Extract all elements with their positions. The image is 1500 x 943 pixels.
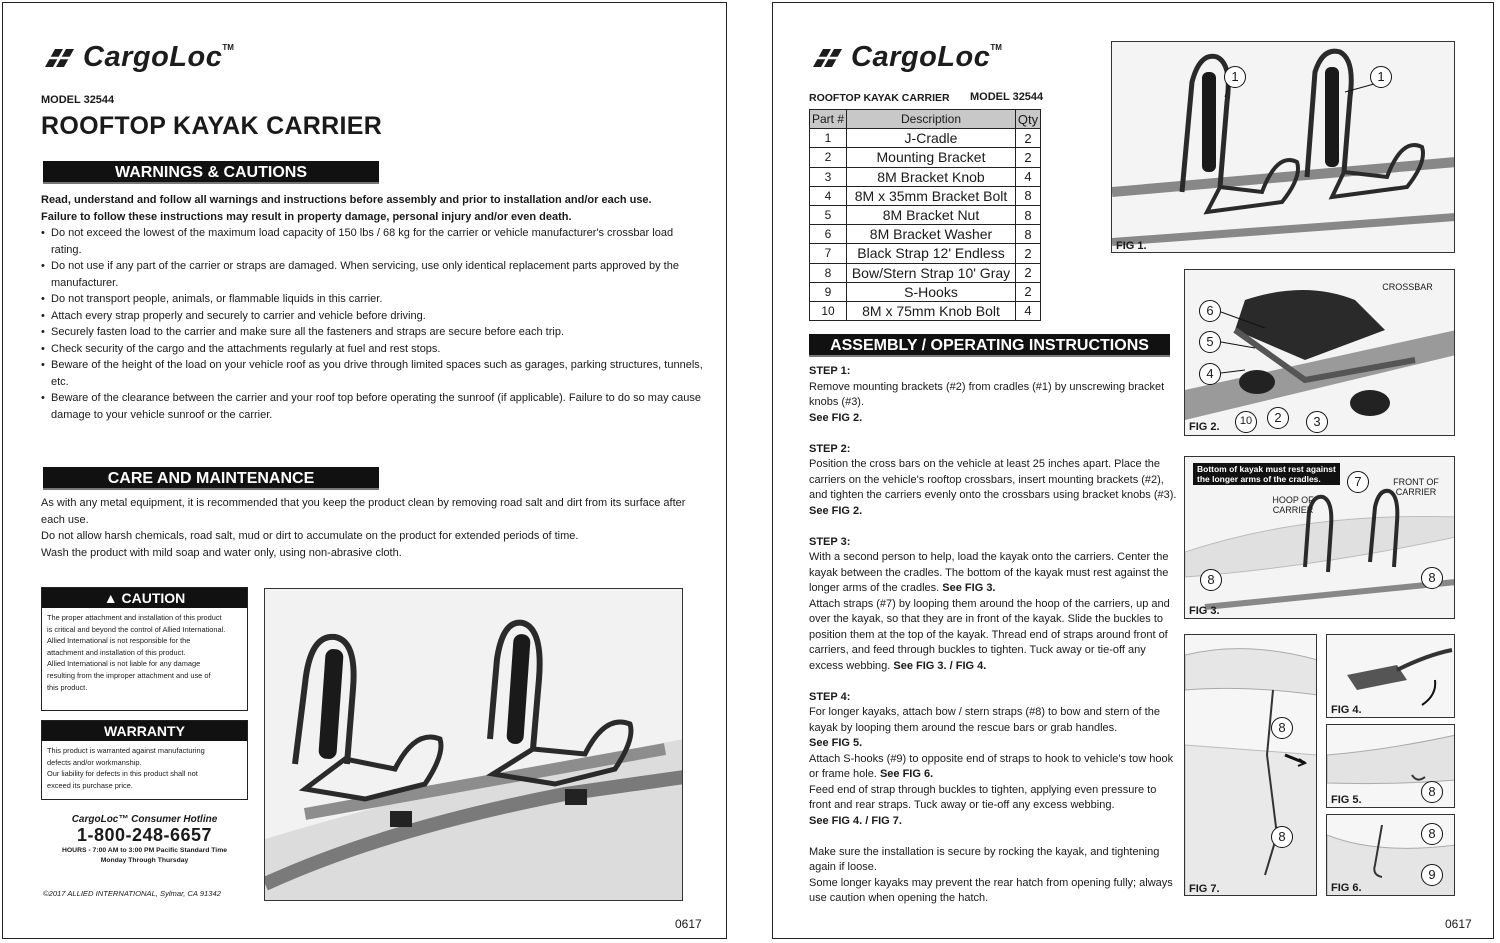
part-number-cell: 1: [810, 129, 847, 148]
fig6-label: FIG 6.: [1331, 882, 1362, 894]
fig2-callout-3: 3: [1306, 411, 1328, 433]
hoop-of-carrier-label: HOOP OF CARRIER: [1272, 495, 1314, 515]
caution-body: [42, 608, 247, 697]
step-3-ref: See FIG 3.: [942, 582, 996, 594]
description-cell: S-Hooks: [847, 282, 1016, 301]
part-number-cell: 8: [810, 263, 847, 282]
figure-5: [1326, 724, 1455, 808]
description-cell: 8M Bracket Knob: [847, 167, 1016, 186]
header-model: MODEL 32544: [970, 91, 1044, 103]
warnings-intro-1: Read, understand and follow all warnings and instructions before assembly and prior to installation and/or each use.: [41, 194, 652, 206]
page-code: 0617: [675, 917, 702, 931]
step-2-title: STEP 2:: [809, 442, 851, 455]
fig2-callout-2: 2: [1267, 407, 1289, 429]
warnings-intro-2: Failure to follow these instructions may result in property damage, personal injury and/or even death.: [41, 210, 572, 223]
step-2-ref: See FIG 2.: [809, 504, 863, 517]
care-line: Do not allow harsh chemicals, road salt, mud or dirt to accumulate on the product for extended periods of time.: [41, 530, 579, 542]
fig2-callout-5: 5: [1199, 331, 1221, 353]
step-4-ref: See FIG 5.: [809, 737, 863, 749]
hotline-number: 1-800-248-6657: [76, 825, 213, 845]
description-cell: Black Strap 12' Endless: [847, 244, 1016, 263]
part-number-cell: 6: [810, 225, 847, 244]
part-number-cell: 5: [810, 205, 847, 224]
fig3-callout-8: 8: [1200, 569, 1222, 591]
copyright: ©2017 ALLIED INTERNATIONAL, Sylmar, CA 91342: [43, 889, 221, 898]
hotline-hours: HOURS - 7:00 AM to 3:00 PM Pacific Standard Time: [61, 847, 228, 854]
page-code: 0617: [1445, 917, 1472, 931]
caution-title: CAUTION: [121, 590, 186, 606]
cargoloc-logo-icon: [809, 45, 849, 71]
part-number-cell: 4: [810, 186, 847, 205]
product-photo: [264, 588, 683, 901]
care-line: As with any metal equipment, it is recommended that you keep the product clean by removing road salt and dirt from its surface after each use.: [41, 497, 686, 526]
parts-table-row: [810, 263, 1041, 282]
parts-table-body: [810, 129, 1041, 321]
trademark: TM: [990, 43, 1002, 52]
warranty-box: [41, 720, 248, 800]
col-part-number: Part #: [810, 110, 847, 129]
warranty-body: [42, 741, 247, 795]
fig7-illustration: [1185, 635, 1317, 896]
cargoloc-logo: [41, 41, 234, 74]
caution-line: Allied International is not responsible for the: [47, 636, 191, 646]
fig7-callout-8: 8: [1271, 717, 1293, 739]
warranty-line: exceed its purchase price.: [47, 780, 133, 790]
fig2-callout-6: 6: [1199, 300, 1221, 322]
fig3-callout-7: 7: [1347, 471, 1369, 493]
warning-item: • Do not transport people, animals, or flammable liquids in this carrier.: [41, 291, 706, 308]
care-heading: CARE AND MAINTENANCE: [43, 467, 379, 490]
parts-table-row: [810, 244, 1041, 263]
fig3-banner-line-1: Bottom of kayak must rest against: [1197, 464, 1336, 474]
step-1-body: Remove mounting brackets (#2) from cradles (#1) by unscrewing bracket knobs (#3).: [809, 380, 1165, 408]
step-1-title: STEP 1:: [809, 365, 851, 377]
header-title: ROOFTOP KAYAK CARRIER: [809, 92, 950, 104]
qty-cell: 8: [1016, 186, 1041, 205]
caution-line: Allied International is not liable for any damage: [47, 659, 201, 669]
model-number: MODEL 32544: [41, 94, 115, 106]
parts-table: [809, 109, 1041, 321]
figure-1: [1111, 41, 1455, 253]
page-title: ROOFTOP KAYAK CARRIER: [41, 112, 383, 140]
hotline-label: CargoLoc™ Consumer Hotline: [71, 814, 218, 825]
parts-table-row: [810, 225, 1041, 244]
parts-table-row: [810, 167, 1041, 186]
part-number-cell: 3: [810, 167, 847, 186]
part-number-cell: 2: [810, 148, 847, 167]
step-3-title: STEP 3:: [809, 535, 851, 548]
fig6-callout-8: 8: [1421, 823, 1443, 845]
consumer-hotline: [41, 814, 248, 866]
step-4-title: STEP 4:: [809, 690, 851, 703]
crossbar-label: CROSSBAR: [1382, 282, 1433, 292]
fig7-label: FIG 7.: [1189, 883, 1220, 895]
warranty-line: This product is warranted against manufacturing: [47, 746, 205, 755]
qty-cell: 2: [1016, 263, 1041, 282]
step-4-body-2: Attach S-hooks (#9) to opposite end of straps to hook to vehicle's tow hook or frame hole. See FIG 6.: [809, 752, 1174, 780]
figure-2: [1184, 269, 1455, 436]
description-cell: J-Cradle: [847, 129, 1016, 148]
col-qty: Qty: [1016, 110, 1041, 129]
parts-table-row: [810, 282, 1041, 301]
kayak-carrier-illustration: [265, 589, 683, 901]
qty-cell: 2: [1016, 148, 1041, 167]
part-number-cell: 7: [810, 244, 847, 263]
warranty-line: Our liability for defects in this product shall not: [47, 769, 198, 779]
col-description: Description: [847, 110, 1016, 129]
front-of-carrier-label: FRONT OF CARRIER: [1393, 477, 1439, 497]
fig4-label: FIG 4.: [1331, 704, 1362, 716]
qty-cell: 8: [1016, 205, 1041, 224]
assembly-steps: [809, 364, 1179, 907]
brand-name: CargoLoc: [851, 41, 991, 73]
warning-item: • Beware of the clearance between the carrier and your roof top before operating the sunroof (if applicable). Failure to do so may cause damage to your vehicle sunroof or the carrier.: [41, 390, 706, 423]
care-line: Wash the product with mild soap and water only, using non-abrasive cloth.: [41, 546, 402, 559]
hotline-days: Monday Through Thursday: [100, 857, 189, 864]
step-1-ref: See FIG 2.: [809, 411, 863, 424]
left-page: [2, 2, 727, 939]
warning-item: • Do not use if any part of the carrier or straps are damaged. When servicing, use only identical replacement parts approved by the manufacturer.: [41, 258, 706, 291]
qty-cell: 4: [1016, 167, 1041, 186]
fig1-illustration: [1112, 42, 1455, 253]
step-4-ref-2: See FIG 6.: [879, 768, 934, 780]
step-4-body: For longer kayaks, attach bow / stern straps (#8) to bow and stern of the kayak by looping them around the rescue bars or grab handles.: [809, 706, 1160, 734]
parts-table-row: [810, 148, 1041, 167]
caution-line: attachment and installation of this product.: [47, 647, 186, 657]
brand-name: CargoLoc: [83, 41, 223, 73]
caution-header: [42, 588, 247, 608]
fig2-callout-4: 4: [1199, 363, 1221, 385]
qty-cell: 2: [1016, 244, 1041, 263]
fig3-callout-8: 8: [1421, 567, 1443, 589]
warning-item: • Attach every strap properly and securely to carrier and vehicle before driving.: [41, 308, 706, 325]
fig2-label: FIG 2.: [1189, 421, 1220, 433]
fig2-callout-10: 10: [1235, 411, 1257, 433]
warranty-line: defects and/or workmanship.: [47, 757, 142, 767]
warranty-title: WARRANTY: [42, 721, 247, 741]
fig3-banner: [1193, 463, 1340, 485]
warnings-heading: WARNINGS & CAUTIONS: [43, 161, 379, 184]
fig3-label: FIG 3.: [1189, 605, 1220, 617]
qty-cell: 4: [1016, 301, 1041, 320]
cargoloc-logo: [809, 41, 1002, 74]
description-cell: 8M x 35mm Bracket Bolt: [847, 186, 1016, 205]
parts-table-header: [810, 110, 1041, 129]
closing-line-2: Some longer kayaks may prevent the rear hatch from opening fully; always use caution when opening the hatch.: [809, 876, 1173, 904]
caution-line: this product.: [47, 682, 88, 692]
qty-cell: 2: [1016, 282, 1041, 301]
description-cell: 8M Bracket Nut: [847, 205, 1016, 224]
step-2-body: Position the cross bars on the vehicle at least 25 inches apart. Place the carriers on the vehicle's rooftop crossbars, insert mounting brackets (#2), and tighten the carriers evenly onto the crossbars using bracket knobs (#3). See FIG 2.: [809, 458, 1177, 517]
figure-4: [1326, 634, 1455, 718]
parts-table-row: [810, 205, 1041, 224]
fig1-callout-1: 1: [1370, 66, 1392, 88]
trademark: TM: [222, 43, 234, 52]
warning-triangle-icon: ▲: [103, 590, 118, 606]
parts-table-row: [810, 186, 1041, 205]
fig5-callout-8: 8: [1421, 781, 1443, 803]
figure-6: [1326, 814, 1455, 896]
step-4-body-3: Feed end of strap through buckles to tighten, applying even pressure to front and rear straps. Tuck away or tie-off any excess webbing.: [809, 783, 1157, 811]
description-cell: Mounting Bracket: [847, 148, 1016, 167]
qty-cell: 8: [1016, 225, 1041, 244]
fig1-label: FIG 1.: [1116, 240, 1147, 252]
step-4-ref-3: See FIG 4. / FIG 7.: [809, 814, 902, 827]
fig6-callout-9: 9: [1421, 864, 1443, 886]
figure-3: [1184, 456, 1455, 619]
assembly-heading: ASSEMBLY / OPERATING INSTRUCTIONS: [809, 334, 1170, 357]
description-cell: Bow/Stern Strap 10' Gray: [847, 263, 1016, 282]
qty-cell: 2: [1016, 129, 1041, 148]
step-3-body-2: Attach straps (#7) by looping them around the hoop of the carriers, up and over the kayak, so that they are in front of the kayak. Slide the buckles to position them at the top of the kayak. Thread end of straps around front of carriers, and feed through buckles to tighten. Tuck away or tie-off any excess webbing. See FIG 3. / FIG 4.: [809, 597, 1170, 672]
closing-line-1: Make sure the installation is secure by rocking the kayak, and tightening again if loose.: [809, 845, 1160, 873]
parts-table-row: [810, 301, 1041, 320]
figure-7: [1184, 634, 1317, 896]
parts-table-row: [810, 129, 1041, 148]
caution-box: [41, 587, 248, 711]
caution-line: The proper attachment and installation of this product: [47, 613, 222, 622]
right-page: [772, 2, 1494, 939]
warning-item: • Beware of the height of the load on your vehicle roof as you drive through limited spaces such as garages, parking structures, tunnels, etc.: [41, 357, 706, 390]
step-3-ref-2: See FIG 3. / FIG 4.: [893, 659, 987, 672]
warnings-section: [41, 192, 706, 423]
fig7-callout-8: 8: [1271, 826, 1293, 848]
care-section: [41, 495, 701, 561]
warning-item: • Check security of the cargo and the attachments regularly at fuel and rest stops.: [41, 341, 706, 358]
part-number-cell: 10: [810, 301, 847, 320]
warning-item: • Securely fasten load to the carrier and make sure all the fasteners and straps are secure before each trip.: [41, 324, 706, 341]
description-cell: 8M Bracket Washer: [847, 225, 1016, 244]
fig5-label: FIG 5.: [1331, 794, 1362, 806]
step-3-body: With a second person to help, load the kayak onto the carriers. Center the kayak between the cradles. The bottom of the kayak must rest against the longer arms of the cradles. See FIG 3.: [809, 551, 1169, 594]
part-number-cell: 9: [810, 282, 847, 301]
warnings-list: [41, 225, 706, 423]
warning-item: • Do not exceed the lowest of the maximum load capacity of 150 lbs / 68 kg for the carrier or vehicle manufacturer's crossbar load rating.: [41, 225, 706, 258]
description-cell: 8M x 75mm Knob Bolt: [847, 301, 1016, 320]
cargoloc-logo-icon: [41, 45, 81, 71]
caution-line: is critical and beyond the control of Allied International.: [47, 624, 226, 634]
fig1-callout-1: 1: [1224, 66, 1246, 88]
fig3-banner-line-2: the longer arms of the cradles.: [1197, 474, 1321, 484]
caution-line: resulting from the improper attachment and use of: [47, 670, 211, 680]
